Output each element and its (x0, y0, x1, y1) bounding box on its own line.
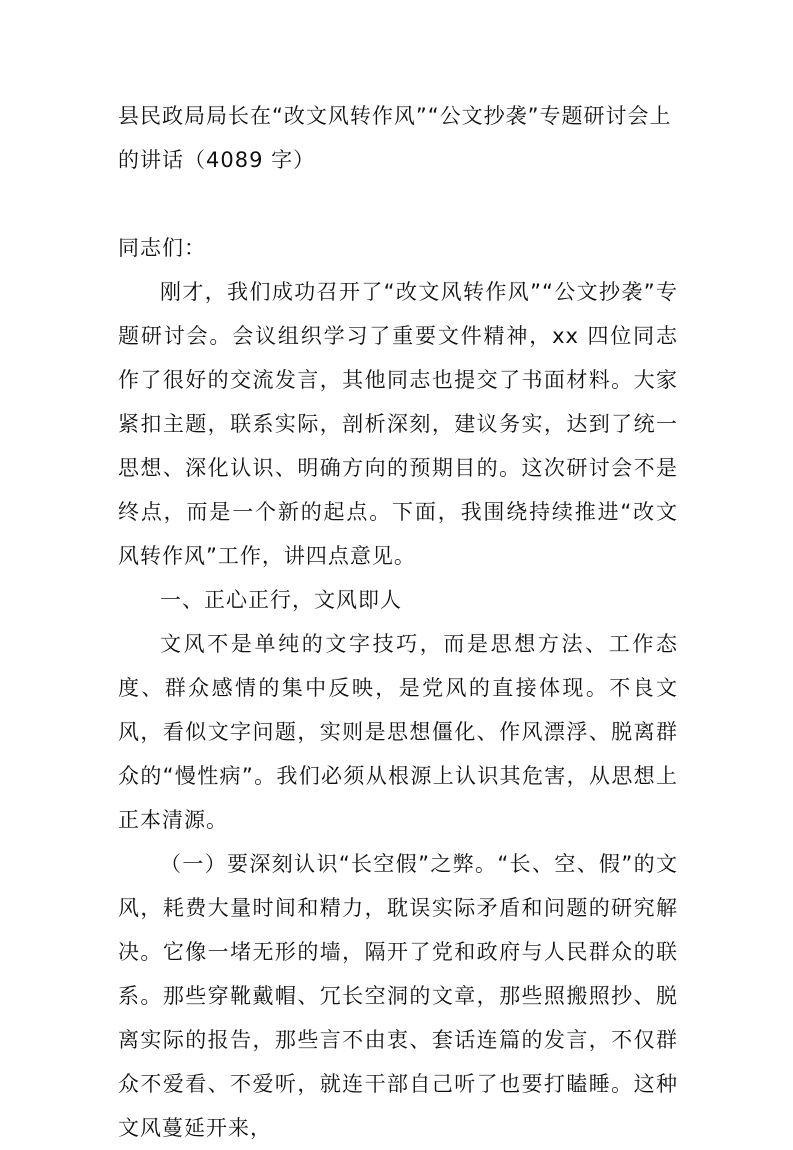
section-heading-1: 一、正心正行，文风即人 (160, 588, 402, 612)
salutation: 同志们： (118, 236, 206, 260)
paragraph-subsection-1: （一）要深刻认识“长空假”之弊。“长、空、假”的文风，耗费大量时间和精力，耽误实际矛盾和问题的研究解决。它像一堵无形的墙，隔开了党和政府与人民群众的联系。那些穿靴戴帽、冗长空洞的文章，那些照搬照抄、脱离实际的报告，那些言不由衷、套话连篇的发言，不仅群众不爱看、不爱听，就连干部自己听了也要打瞌睡。这种文风蔓延开来， (118, 852, 678, 1140)
document-title: 县民政局局长在“改文风转作风”“公文抄袭”专题研讨会上的讲话（4089 字） (118, 104, 672, 172)
paragraph-section-1: 文风不是单纯的文字技巧，而是思想方法、工作态度、群众感情的集中反映，是党风的直接体现。不良文风，看似文字问题，实则是思想僵化、作风漂浮、脱离群众的“慢性病”。我们必须从根源上认识其危害，从思想上正本清源。 (118, 632, 678, 832)
title-spacer (118, 182, 678, 226)
document-body (118, 94, 678, 1150)
paragraph-intro: 刚才，我们成功召开了“改文风转作风”“公文抄袭”专题研讨会。会议组织学习了重要文件精神，xx 四位同志作了很好的交流发言，其他同志也提交了书面材料。大家紧扣主题，联系实际，剖析深刻，建议务实，达到了统一思想、深化认识、明确方向的预期目的。这次研讨会不是终点，而是一个新的起点。下面，我围绕持续推进“改文风转作风”工作，讲四点意见。 (118, 280, 678, 568)
